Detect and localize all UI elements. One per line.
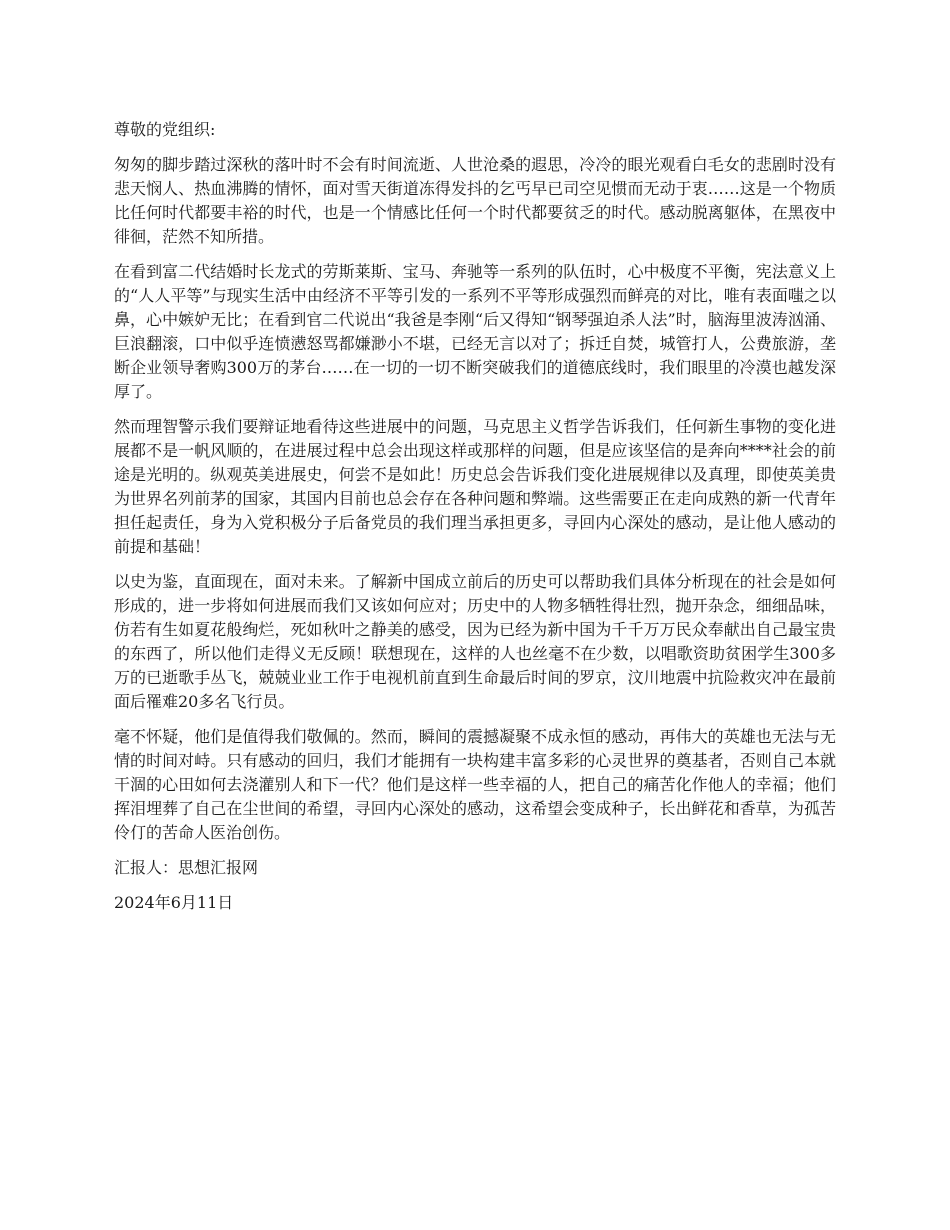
signature: 汇报人：思想汇报网 [114,858,259,877]
body-paragraph: 在看到富二代结婚时长龙式的劳斯莱斯、宝马、奔驰等一系列的队伍时，心中极度不平衡，宪法意义上的“人人平等”与现实生活中由经济不平等引发的一系列不平等形成强烈而鲜亮的对比，唯有表面嗤之以鼻，心中嫉妒无比；在看到官二代说出“我爸是李刚“后又得知“钢琴强迫杀人法”时，脑海里波涛汹涌、巨浪翻滚，口中似乎连愤懑怒骂都嫌渺小不堪，已经无言以对了；拆迁自焚，城管打人，公费旅游，垄断企业领导奢购300万的茅台……在一切的一切不断突破我们的道德底线时，我们眼里的冷漠也越发深厚了。 [114,262,836,401]
salutation: 尊敬的党组织: [114,120,216,139]
date: 2024年6月11日 [114,893,234,912]
body-paragraph: 以史为鉴，直面现在，面对未来。了解新中国成立前后的历史可以帮助我们具体分析现在的社会是如何形成的，进一步将如何进展而我们又该如何应对；历史中的人物多牺牲得壮烈，抛开杂念，细细品味，仿若有生如夏花般绚烂，死如秋叶之静美的感受，因为已经为新中国为千千万万民众奉献出自己最宝贵的东西了，所以他们走得义无反顾！联想现在，这样的人也丝毫不在少数，以唱歌资助贫困学生300多万的已逝歌手丛飞，兢兢业业工作于电视机前直到生命最后时间的罗京，汶川地震中抗险救灾冲在最前面后罹难20多名飞行员。 [114,572,836,711]
body-paragraph: 然而理智警示我们要辩证地看待这些进展中的问题，马克思主义哲学告诉我们，任何新生事物的变化进展都不是一帆风顺的，在进展过程中总会出现这样或那样的问题，但是应该坚信的是奔向****社会的前途是光明的。纵观英美进展史，何尝不是如此！历史总会告诉我们变化进展规律以及真理，即使英美贵为世界名列前茅的国家，其国内目前也总会存在各种问题和弊端。这些需要正在走向成熟的新一代青年担任起责任，身为入党积极分子后备党员的我们理当承担更多，寻回内心深处的感动，是让他人感动的前提和基础！ [114,417,836,556]
body-paragraph: 毫不怀疑，他们是值得我们敬佩的。然而，瞬间的震撼凝聚不成永恒的感动，再伟大的英雄也无法与无情的时间对峙。只有感动的回归，我们才能拥有一块构建丰富多彩的心灵世界的奠基者，否则自己本就干涸的心田如何去浇灌别人和下一代？他们是这样一些幸福的人，把自己的痛苦化作他人的幸福；他们挥泪埋葬了自己在尘世间的希望，寻回内心深处的感动，这希望会变成种子，长出鲜花和香草，为孤苦伶仃的苦命人医治创伤。 [114,727,836,842]
document-page [114,118,836,926]
body-paragraph: 匆匆的脚步踏过深秋的落叶时不会有时间流逝、人世沧桑的遐思，冷冷的眼光观看白毛女的悲剧时没有悲天悯人、热血沸腾的情怀，面对雪天街道冻得发抖的乞丐早已司空见惯而无动于衷……这是一个物质比任何时代都要丰裕的时代，也是一个情感比任何一个时代都要贫乏的时代。感动脱离躯体，在黑夜中徘徊，茫然不知所措。 [114,155,836,246]
